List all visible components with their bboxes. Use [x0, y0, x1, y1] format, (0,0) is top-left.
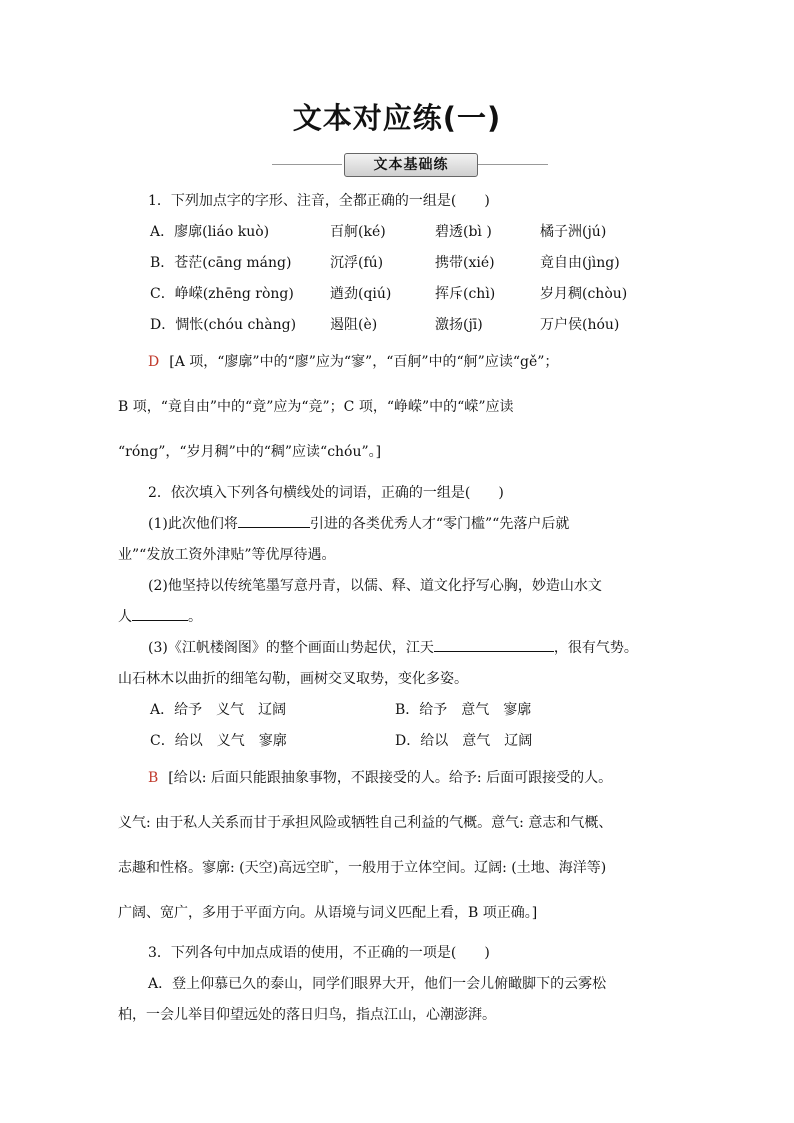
q2-option-c: C．给以 义气 寥廓 — [150, 733, 287, 749]
q2-s1-pre: (1)此次他们将 — [148, 516, 238, 532]
q1-option-d-4: 万户侯(hóu) — [540, 317, 620, 333]
q2-sentence-1-line-2: 业”“发放工资外津贴”等优厚待遇。 — [118, 547, 336, 563]
q1-option-a-4: 橘子洲(jú) — [540, 224, 607, 240]
q1-option-a-3: 碧透(bì ) — [435, 224, 492, 240]
page-title: 文本对应练(一) — [292, 101, 502, 135]
q1-option-b: B．苍茫(cāng máng) — [150, 255, 292, 271]
q2-answer-line-2: 义气: 由于私人关系而甘于承担风险或牺牲自己利益的气概。意气: 意志和气概、 — [118, 815, 613, 831]
q1-option-a: A．廖廓(liáo kuò) — [150, 224, 270, 240]
q2-option-d: D．给以 意气 辽阔 — [395, 733, 533, 749]
q2-answer-letter: B — [148, 770, 159, 786]
q1-answer-text-1: [A 项，“廖廓”中的“廖”应为“寥”，“百舸”中的“舸”应读“gě”； — [169, 354, 559, 370]
q3-option-a-line-1: A．登上仰慕已久的泰山，同学们眼界大开，他们一会儿俯瞰脚下的云雾松 — [148, 976, 607, 992]
q2-sentence-2: (2)他坚持以传统笔墨写意丹青，以儒、释、道文化抒写心胸，妙造山水文 — [148, 578, 602, 594]
q1-answer-line-2: B 项，“竟自由”中的“竟”应为“竞”；C 项，“峥嵘”中的“嵘”应读 — [118, 399, 514, 415]
q1-option-c-2: 遒劲(qiú) — [330, 286, 392, 302]
q2-s1-post: 引进的各类优秀人才“零门槛”“先落户后就 — [309, 516, 570, 532]
q2-blank-3 — [434, 637, 554, 652]
q1-option-a-2: 百舸(ké) — [330, 224, 386, 240]
q2-sentence-3 — [148, 637, 708, 657]
q2-option-a: A．给予 义气 辽阔 — [150, 702, 287, 718]
q2-s3-post: ，很有气势。 — [553, 640, 638, 656]
q2-option-b: B．给予 意气 寥廓 — [395, 702, 532, 718]
q2-s3-pre: (3)《江帆楼阁图》的整个画面山势起伏，江天 — [148, 640, 434, 656]
divider-left — [272, 164, 342, 165]
q1-answer-line-3: “róng”，“岁月稠”中的“稠”应读“chóu”。] — [118, 444, 382, 460]
q1-option-b-2: 沉浮(fú) — [330, 255, 384, 271]
divider-right — [478, 164, 548, 165]
section-badge: 文本基础练 — [344, 153, 478, 177]
q1-option-b-4: 竟自由(jìng) — [540, 255, 620, 271]
q2-answer-line-1 — [148, 767, 708, 787]
q1-answer-line-1 — [148, 351, 708, 371]
q2-sentence-1 — [148, 513, 708, 533]
section-header — [272, 153, 548, 177]
q3-option-a-line-2: 柏，一会儿举目仰望远处的落日归鸟，指点江山，心潮澎湃。 — [118, 1007, 496, 1023]
q3-stem: 3．下列各句中加点成语的使用，不正确的一项是( ) — [148, 945, 490, 961]
q1-answer-letter: D — [148, 354, 160, 370]
q2-sentence-3-line-2: 山石林木以曲折的细笔勾勒，画树交叉取势，变化多姿。 — [118, 671, 468, 687]
q2-answer-text-1: [给以: 后面只能跟抽象事物，不跟接受的人。给予: 后面可跟接受的人。 — [168, 770, 613, 786]
q1-option-d-3: 激扬(jī) — [435, 317, 483, 333]
q1-option-d: D．惆怅(chóu chàng) — [150, 317, 297, 333]
q2-blank-1 — [238, 513, 310, 528]
q1-option-c-4: 岁月稠(chòu) — [540, 286, 628, 302]
q2-sentence-2-line-2 — [118, 606, 678, 626]
q1-option-b-3: 携带(xié) — [435, 255, 495, 271]
q2-s2-pre: 人 — [118, 609, 132, 625]
q2-blank-2 — [132, 606, 188, 621]
q1-stem: 1．下列加点字的字形、注音，全都正确的一组是( ) — [148, 193, 490, 209]
q1-option-c-3: 挥斥(chì) — [435, 286, 496, 302]
q2-stem: 2．依次填入下列各句横线处的词语，正确的一组是( ) — [148, 485, 504, 501]
q2-answer-line-4: 广阔、宽广，多用于平面方向。从语境与词义匹配上看，B 项正确。] — [118, 905, 538, 921]
q2-s2-post: 。 — [188, 609, 202, 625]
q2-answer-line-3: 志趣和性格。寥廓: (天空)高远空旷，一般用于立体空间。辽阔: (土地、海洋等) — [118, 860, 607, 876]
q1-option-c: C．峥嵘(zhēng ròng) — [150, 286, 294, 302]
q1-option-d-2: 遏阻(è) — [330, 317, 378, 333]
